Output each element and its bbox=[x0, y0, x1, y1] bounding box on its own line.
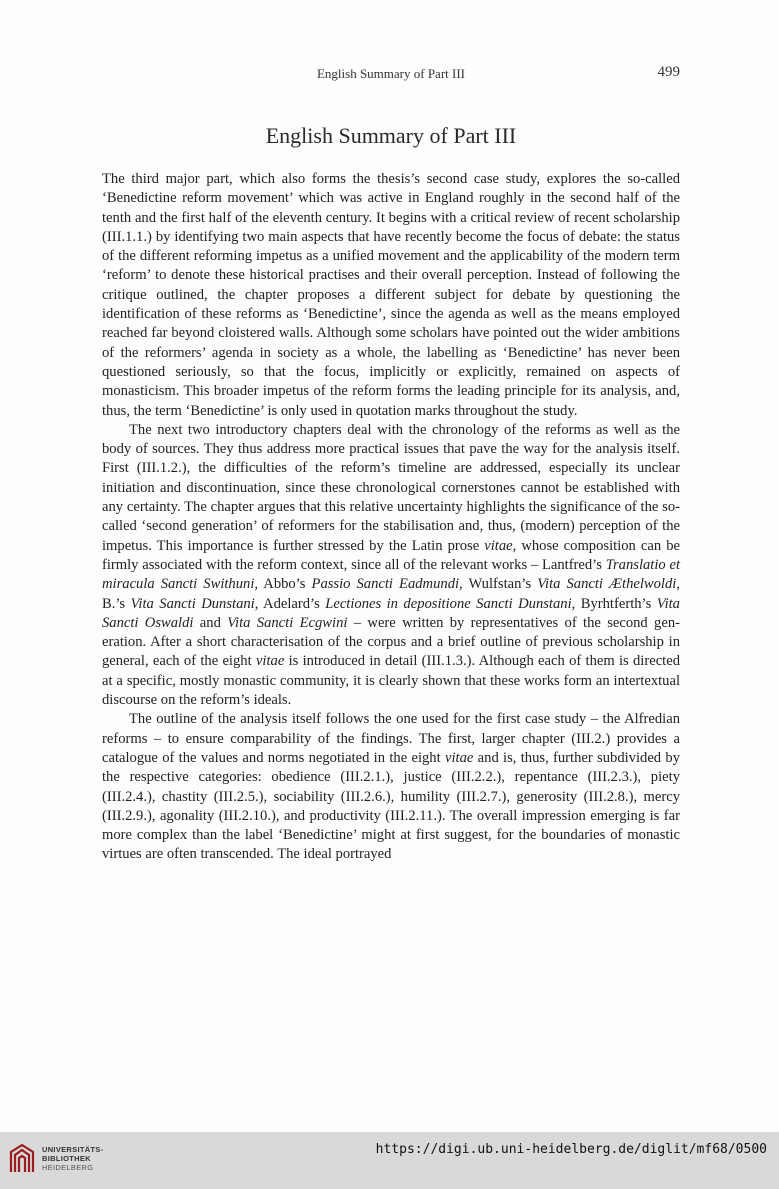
text-run: – were written by representatives of the second generation. After a short characterisation of the corpus and a brief outline of previous scholarship in general, each of the eight bbox=[102, 614, 680, 670]
library-name-line: HEIDELBERG bbox=[42, 1162, 94, 1172]
italic-title: Translatio et miracula Sancti Swithuni bbox=[102, 556, 681, 593]
running-title: English Summary of Part III bbox=[316, 66, 466, 81]
body-paragraph bbox=[102, 421, 680, 710]
text-run: and is, thus, further subdivided by the respective categories: obedience (III.2.1.), justice (III.2.2.), repentance (III.2.3.), piety (III.2.4.), chastity (III.2.5.), sociability (III.2.6.), humility (III.2.7.), generosity (III.2.8.), mercy (III.2.9.), agonality (III.2.10.), and productivity (III.2.11.). The overall impression emerging is far more complex than the label ‘Benedictine’ might at first suggest, for the boundaries of monastic virtues are often transcended. The ideal portrayed bbox=[102, 749, 680, 863]
italic-title: vitae bbox=[255, 653, 285, 670]
viewer-footer bbox=[0, 1132, 779, 1189]
body-paragraph bbox=[102, 710, 680, 864]
text-run: , Abbo’s bbox=[254, 576, 312, 593]
running-head bbox=[102, 66, 680, 84]
source-url-link[interactable]: https://digi.ub.uni-heidelberg.de/diglit/mf68/0500 bbox=[375, 1142, 767, 1157]
italic-title: vitae bbox=[484, 537, 513, 554]
italic-title: Vita Sancti Ecgwini bbox=[227, 614, 348, 631]
body-text bbox=[102, 170, 680, 865]
italic-title: Passio Sancti Eadmundi bbox=[311, 576, 460, 593]
italic-title: Vita Sancti Æthelwoldi bbox=[537, 576, 677, 593]
text-run: , Adelard’s bbox=[254, 595, 326, 612]
text-run: , Wulfstan’s bbox=[459, 576, 538, 593]
text-run: and bbox=[193, 614, 228, 631]
library-logo-icon bbox=[8, 1142, 36, 1174]
italic-title: vitae bbox=[444, 749, 474, 766]
text-run: is introduced in detail (III.1.3.). Although each of them is directed at a specific, mostly monastic community, it is clearly shown that these works form an intertextual discourse on the reform’s ideals. bbox=[102, 653, 680, 709]
page-number: 499 bbox=[657, 64, 680, 80]
library-logo[interactable] bbox=[8, 1142, 103, 1174]
library-name bbox=[42, 1145, 103, 1172]
italic-title: Lectiones in depositione Sancti Dunstani bbox=[325, 595, 572, 612]
italic-title: Vita Sancti Oswaldi bbox=[102, 595, 680, 631]
text-run: The outline of the analysis itself follows the one used for the first case study – the Alfredian reforms – to ensure comparability of the findings. The first, larger chapter (III.2.) provides a catalogue of the values and norms negotiated in the eight bbox=[102, 711, 680, 766]
text-run: , whose composition can be firmly associated with the reform context, since all of the relevant works – Lantfred’s bbox=[102, 537, 680, 573]
italic-title: Vita Sancti Dunstani bbox=[130, 595, 255, 612]
library-name-line: UNIVERSITÄTS- bbox=[42, 1144, 104, 1154]
library-name-line: BIBLIOTHEK bbox=[42, 1153, 91, 1163]
text-run: The third major part, which also forms the thesis’s second case study, explores the so-called ‘Benedictine reform movement’ which was active in England roughly in the second half of the tenth and the first half of the eleventh century. It begins with a critical review of recent scholarship (III.1.1.) by identifying two main aspects that have recently become the focus of debate: the status of the different reforming impetus as a unified movement and the applicability of the modern term ‘reform’ to denote these historical practises and their overall perception. Instead of following the critique outlined, the chapter proposes a different subject for debate by questioning the identification of these reforms as ‘Benedictine’, since the agenda as well as the means employed reached far beyond cloistered walls. Although some scholars have pointed out the wider ambitions of the reformers’ agenda in society as a whole, the labelling as ‘Benedictine’ has never been questioned seriously, so that the focus, implicitly or explicitly, remained on aspects of monasticism. This broader impetus of the reform forms the leading principle for its analysis, and, thus, the term ‘Benedictine’ is only used in quotation marks throughout the study. bbox=[102, 171, 680, 419]
body-paragraph bbox=[102, 170, 680, 421]
text-run: , Byrhtferth’s bbox=[571, 595, 657, 612]
chapter-title: English Summary of Part III bbox=[265, 123, 517, 148]
text-run: The next two introductory chapters deal with the chronology of the reforms as well as the body of sources. They thus address more practical issues that pave the way for the analysis itself. First (III.1.2.), the difficulties of the reform’s timeline are addressed, especially its unclear initiation and discontinuation, since these chronological cornerstones cannot be established with any certainty. The chapter argues that this relative uncertainty highlights the significance of the so-called ‘second generation’ of reformers for the stabilisation and, thus, (modern) perception of the impetus. This importance is further stressed by the Latin prose bbox=[102, 421, 680, 554]
text-run: , B.’s bbox=[102, 576, 680, 612]
